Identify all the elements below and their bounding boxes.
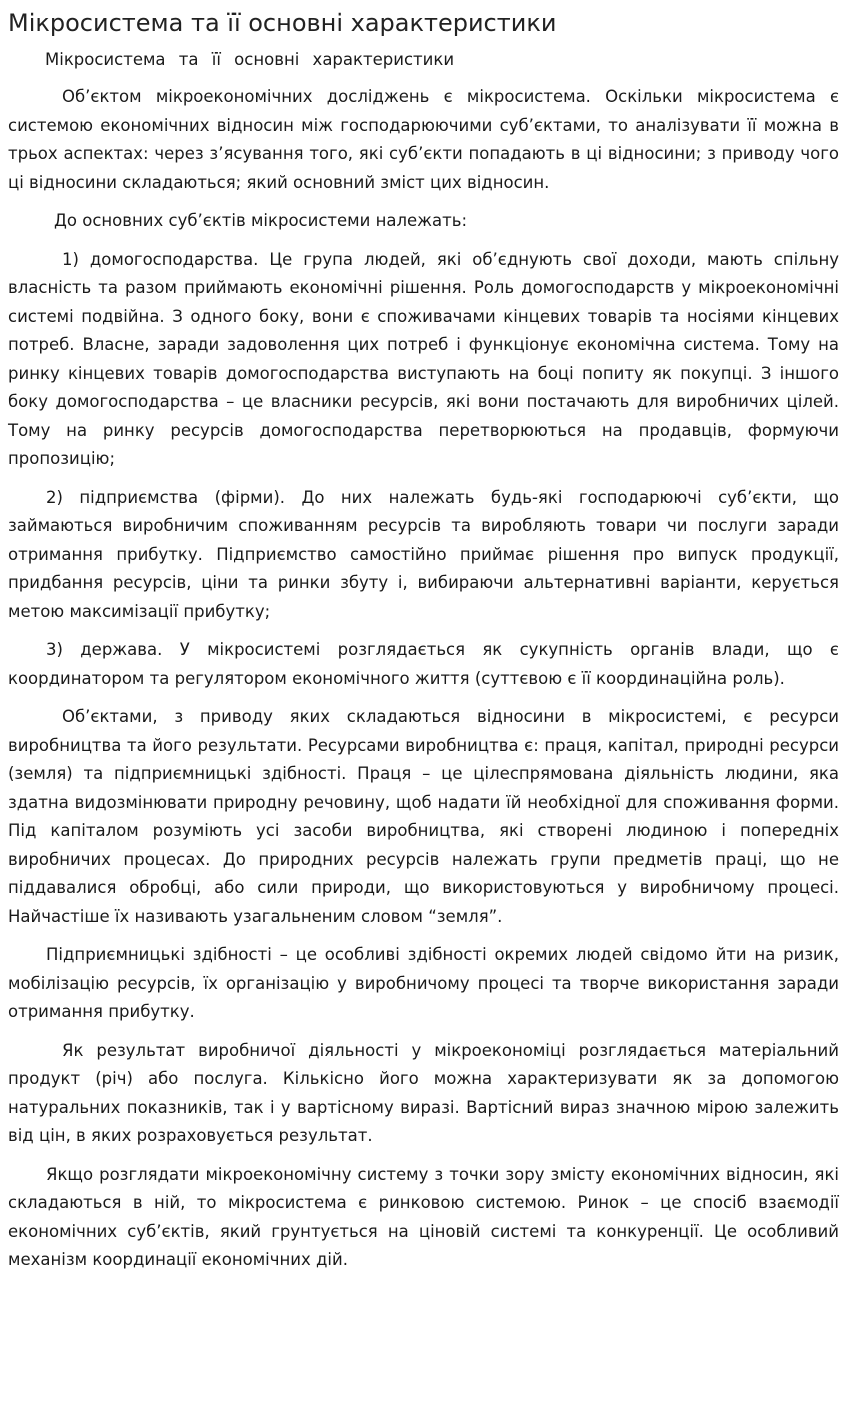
paragraph-households: 1) домогосподарства. Це група людей, які об’єднують свої доходи, мають спільну власність та разом приймають економічні рішення. Роль домогосподарств у мікроекономічні системі подвійна. З одного боку, вони є споживачами кінцевих товарів та носіями кінцевих потреб. Власне, заради задоволення цих потреб і функціонує економічна система. Тому на ринку кінцевих товарів домогосподарства виступають на боці попиту як покупці. З іншого боку домогосподарства – це власники ресурсів, які вони постачають для виробничих цілей. Тому на ринку ресурсів домогосподарства перетворюються на продавців, формуючи пропозицію; [8, 249, 839, 468]
document-subtitle: Мікросистема та її основні характеристики [45, 50, 455, 69]
paragraph-result: Як результат виробничої діяльності у мікроекономіці розглядається матеріальний продукт (річ) або послуга. Кількісно його можна характеризувати як за допомогою натуральних показників, так і у вартісному виразі. Вартісний вираз значною мірою залежить від цін, в яких розраховується результат. [8, 1040, 839, 1145]
paragraph-market: Якщо розглядати мікроекономічну систему з точки зору змісту економічних відносин, які складаються в ній, то мікросистема є ринковою системою. Ринок – це спосіб взаємодії економічних суб’єктів, який грунтується на ціновій системі та конкуренції. Це особливий механізм координації економічних дій. [8, 1164, 839, 1269]
paragraph-entrepreneurship: Підприємницькі здібності – це особливі здібності окремих людей свідомо йти на ризик, мобілізацію ресурсів, їх організацію у виробничому процесі та творче використання заради отримання прибутку. [8, 945, 839, 1021]
paragraph-objects: Об’єктами, з приводу яких складаються відносини в мікросистемі, є ресурси виробництва та його результати. Ресурсами виробництва є: праця, капітал, природні ресурси (земля) та підприємницькі здібності. Праця – це цілеспрямована діяльність людини, яка здатна видозмінювати природну речовину, щоб надати їй необхідної для споживання форми. Під капіталом розуміють усі засоби виробництва, які створені людиною і попередніх виробничих процесах. До природних ресурсів належать групи предметів праці, що не піддавалися обробці, або сили природи, що використовуються у виробничому процесі. Найчастіше їх називають узагальненим словом “земля”. [8, 707, 839, 926]
paragraph-subjects-heading: До основних суб’єктів мікросистеми належать: [54, 211, 468, 230]
page-title: Мікросистема та її основні характеристики [8, 9, 557, 37]
paragraph-intro: Об’єктом мікроекономічних досліджень є мікросистема. Оскільки мікросистема є системою економічних відносин між господарюючими суб’єктами, то аналізувати її можна в трьох аспектах: через з’ясування того, які суб’єкти попадають в ці відносини; з приводу чого ці відносини складаються; який основний зміст цих відносин. [8, 87, 839, 192]
paragraph-state: 3) держава. У мікросистемі розглядається як сукупність органів влади, що є координатором та регулятором економічного життя (суттєвою є її координаційна роль). [8, 640, 839, 688]
paragraph-firms: 2) підприємства (фірми). До них належать будь-які господарюючі суб’єкти, що займаються виробничим споживанням ресурсів та виробляють товари чи послуги заради отримання прибутку. Підприємство самостійно приймає рішення про випуск продукції, придбання ресурсів, ціни та ринки збуту і, вибираючи альтернативні варіанти, керується метою максимізації прибутку; [8, 487, 839, 621]
